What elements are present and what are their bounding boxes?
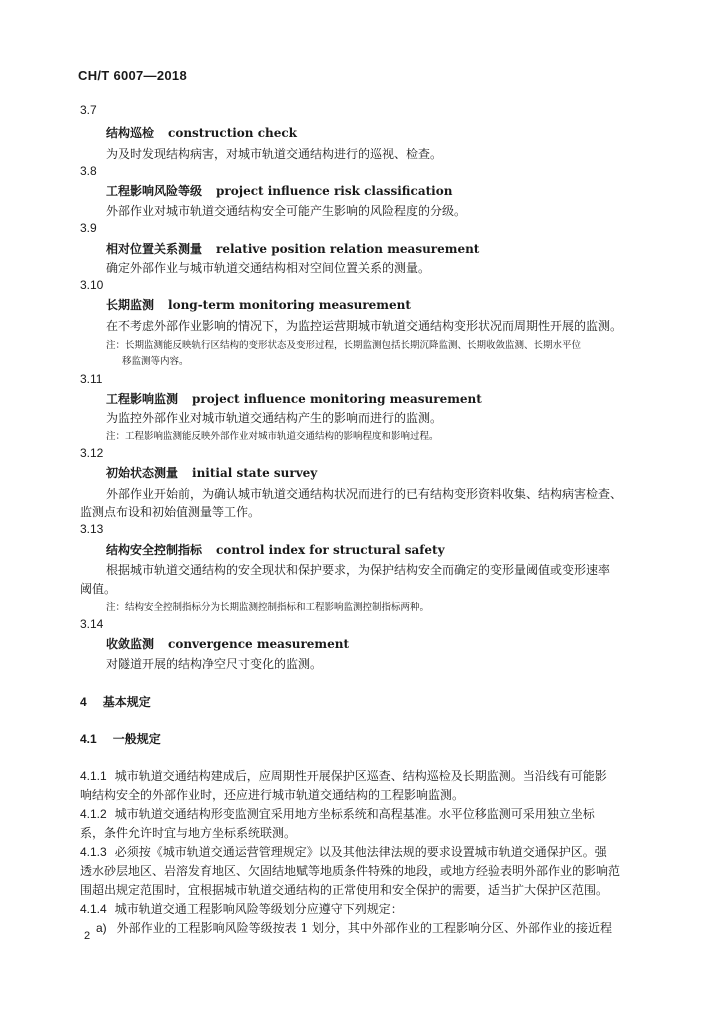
clause [80, 767, 607, 784]
term-title [106, 182, 452, 199]
term-en: construction check [168, 126, 297, 140]
term-definition: 外部作业对城市轨道交通结构安全可能产生影响的风险程度的分级。 [106, 204, 467, 218]
clause-text: 城市轨道交通工程影响风险等级划分应遵守下列规定： [114, 902, 403, 916]
term-en: control index for structural safety [216, 543, 445, 557]
clause-number: 4.1.2 [80, 807, 107, 821]
clause-text: 城市轨道交通结构建成后，应周期性开展保护区巡查、结构巡检及长期监测。当沿线有可能影 [114, 769, 607, 783]
term-definition: 根据城市轨道交通结构的安全现状和保护要求，为保护结构安全而确定的变形量阈值或变形速率 [106, 563, 611, 577]
term-definition: 在不考虑外部作业影响的情况下，为监控运营期城市轨道交通结构变形状况而周期性开展的监测。 [106, 319, 623, 333]
term-number: 3.13 [80, 522, 104, 536]
section-heading [80, 693, 151, 710]
clause-text: 必须按《城市轨道交通运营管理规定》以及其他法律法规的要求设置城市轨道交通保护区。强 [114, 845, 607, 859]
clause-number: 4.1.3 [80, 845, 107, 859]
term-definition: 为监控外部作业对城市轨道交通结构产生的影响而进行的监测。 [106, 411, 443, 425]
clause [80, 805, 595, 822]
section-number: 4 [80, 695, 87, 709]
term-en: relative position relation measurement [216, 242, 480, 256]
term-title [106, 296, 411, 313]
clause-number: 4.1.1 [80, 769, 107, 783]
term-title [106, 390, 482, 407]
subsection-heading [80, 730, 161, 747]
term-zh: 初始状态测量 [106, 466, 179, 480]
term-zh: 收敛监测 [106, 637, 155, 651]
term-title [106, 124, 297, 141]
term-note: 注：结构安全控制指标分为长期监测控制指标和工程影响监测控制指标两种。 [106, 602, 430, 613]
term-definition-cont: 监测点布设和初始值测量等工作。 [80, 505, 261, 519]
term-note: 移监测等内容。 [122, 356, 189, 367]
term-number: 3.8 [80, 164, 97, 178]
term-note: 注：长期监测能反映轨行区结构的变形状态及变形过程，长期监测包括长期沉降监测、长期收敛监测、长期水平位 [106, 340, 582, 351]
list-item [96, 919, 612, 936]
term-definition-cont: 阈值。 [80, 582, 117, 596]
term-zh: 相对位置关系测量 [106, 242, 203, 256]
clause-text-cont: 系，条件允许时宜与地方坐标系统联测。 [80, 826, 297, 840]
term-en: long-term monitoring measurement [168, 298, 411, 312]
term-zh: 结构巡检 [106, 126, 155, 140]
term-title [106, 541, 445, 558]
clause-text-cont: 围超出规定范围时，宜根据城市轨道交通结构的正常使用和安全保护的需要，适当扩大保护区范围。 [80, 883, 609, 897]
clause [80, 900, 403, 917]
term-title [106, 635, 349, 652]
list-item-text: 外部作业的工程影响风险等级按表 1 划分，其中外部作业的工程影响分区、外部作业的接近程 [116, 921, 612, 935]
section-title: 基本规定 [102, 695, 151, 709]
term-zh: 结构安全控制指标 [106, 543, 203, 557]
term-title [106, 464, 317, 481]
term-definition: 确定外部作业与城市轨道交通结构相对空间位置关系的测量。 [106, 261, 431, 275]
term-title [106, 240, 479, 257]
clause-text-cont: 响结构安全的外部作业时，还应进行城市轨道交通结构的工程影响监测。 [80, 788, 465, 802]
term-number: 3.7 [80, 103, 97, 117]
clause-number: 4.1.4 [80, 902, 107, 916]
term-number: 3.12 [80, 446, 104, 460]
clause-text-cont: 透水砂层地区、岩溶发育地区、欠固结地赋等地质条件特殊的地段，或地方经验表明外部作业的影响范 [80, 864, 621, 878]
clause [80, 843, 607, 860]
term-en: initial state survey [192, 466, 318, 480]
term-en: project influence monitoring measurement [192, 392, 482, 406]
term-note: 注：工程影响监测能反映外部作业对城市轨道交通结构的影响程度和影响过程。 [106, 431, 439, 442]
term-zh: 工程影响风险等级 [106, 184, 203, 198]
clause-text: 城市轨道交通结构形变监测宜采用地方坐标系统和高程基准。水平位移监测可采用独立坐标 [114, 807, 595, 821]
term-number: 3.10 [80, 278, 104, 292]
term-definition: 对隧道开展的结构净空尺寸变化的监测。 [106, 657, 323, 671]
term-en: project influence risk classification [216, 184, 453, 198]
term-definition: 外部作业开始前，为确认城市轨道交通结构状况而进行的已有结构变形资料收集、结构病害检查、 [106, 487, 623, 501]
page-number: 2 [84, 930, 91, 942]
term-zh: 工程影响监测 [106, 392, 179, 406]
term-number: 3.9 [80, 221, 97, 235]
term-number: 3.14 [80, 617, 104, 631]
term-en: convergence measurement [168, 637, 349, 651]
term-definition: 为及时发现结构病害，对城市轨道交通结构进行的巡视、检查。 [106, 147, 443, 161]
term-number: 3.11 [80, 372, 103, 386]
standard-code-header: CH/T 6007—2018 [78, 68, 187, 83]
term-zh: 长期监测 [106, 298, 155, 312]
list-item-label: a) [96, 921, 107, 935]
subsection-title: 一般规定 [112, 732, 161, 746]
subsection-number: 4.1 [80, 732, 97, 746]
